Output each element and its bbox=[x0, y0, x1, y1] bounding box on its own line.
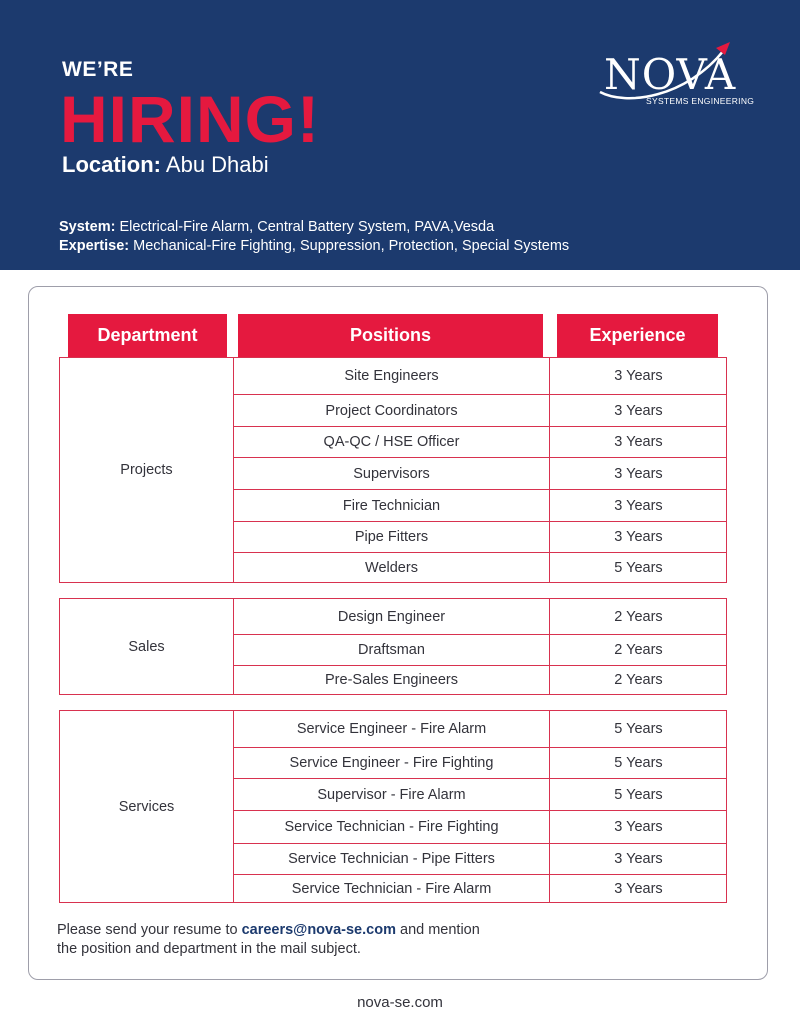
position-cell: Pre-Sales Engineers bbox=[234, 666, 550, 694]
experience-cell: 3 Years bbox=[614, 465, 663, 482]
experience-cell: 3 Years bbox=[614, 819, 663, 835]
table-row bbox=[234, 489, 727, 521]
experience-cell: 5 Years bbox=[614, 721, 663, 737]
experience-cell: 3 Years bbox=[614, 368, 663, 384]
location-line bbox=[62, 152, 269, 178]
position-cell: Design Engineer bbox=[234, 599, 550, 634]
department-cell: Services bbox=[60, 711, 234, 902]
system-label: System: bbox=[59, 219, 116, 235]
experience-cell: 5 Years bbox=[614, 786, 663, 803]
table-row bbox=[234, 599, 727, 634]
experience-cell: 3 Years bbox=[614, 851, 663, 867]
hiring-heading: HIRING! bbox=[60, 82, 320, 156]
expertise-line bbox=[59, 237, 569, 256]
table-row bbox=[234, 394, 727, 426]
position-cell: Draftsman bbox=[234, 635, 550, 665]
system-value: Electrical-Fire Alarm, Central Battery System, PAVA,Vesda bbox=[119, 219, 495, 235]
table-row bbox=[234, 457, 727, 489]
position-cell: Service Technician - Fire Fighting bbox=[234, 811, 550, 843]
table-row bbox=[234, 711, 727, 747]
logo-wordmark: NOVA bbox=[604, 50, 737, 99]
table-row bbox=[234, 552, 727, 582]
location-label: Location: bbox=[62, 152, 161, 177]
table-row bbox=[234, 634, 727, 665]
expertise-label: Expertise: bbox=[59, 238, 130, 254]
were-heading: WE’RE bbox=[62, 58, 134, 81]
system-line bbox=[59, 218, 569, 237]
position-cell: Service Engineer - Fire Alarm bbox=[234, 711, 550, 747]
table-row bbox=[234, 778, 727, 810]
position-cell: Site Engineers bbox=[234, 358, 550, 394]
position-cell: Pipe Fitters bbox=[234, 522, 550, 552]
position-cell: Service Engineer - Fire Fighting bbox=[234, 748, 550, 778]
table-row bbox=[234, 665, 727, 694]
location-value: Abu Dhabi bbox=[165, 152, 269, 177]
experience-cell: 3 Years bbox=[614, 529, 663, 545]
projects-group bbox=[59, 357, 727, 583]
table-row bbox=[234, 843, 727, 874]
nova-logo bbox=[596, 40, 755, 112]
experience-cell: 2 Years bbox=[614, 608, 663, 625]
experience-cell: 2 Years bbox=[614, 642, 663, 658]
position-cell: Supervisor - Fire Alarm bbox=[234, 779, 550, 810]
careers-email-link[interactable]: careers@nova-se.com bbox=[241, 922, 396, 938]
position-cell: Supervisors bbox=[234, 458, 550, 489]
experience-cell: 2 Years bbox=[614, 672, 663, 688]
table-row bbox=[234, 810, 727, 843]
positions-header: Positions bbox=[238, 314, 543, 357]
position-cell: QA-QC / HSE Officer bbox=[234, 427, 550, 457]
services-group bbox=[59, 710, 727, 903]
experience-cell: 3 Years bbox=[614, 880, 663, 897]
position-cell: Project Coordinators bbox=[234, 395, 550, 426]
website-link[interactable]: nova-se.com bbox=[357, 994, 443, 1011]
specs-block bbox=[59, 218, 569, 256]
table-row bbox=[234, 358, 727, 394]
experience-cell: 3 Years bbox=[614, 497, 663, 514]
position-cell: Fire Technician bbox=[234, 490, 550, 521]
table-row bbox=[234, 874, 727, 902]
experience-cell: 3 Years bbox=[614, 434, 663, 450]
note-suffix: and mention bbox=[400, 922, 480, 938]
experience-cell: 5 Years bbox=[614, 559, 663, 576]
table-row bbox=[234, 426, 727, 457]
table-row bbox=[234, 521, 727, 552]
expertise-value: Mechanical-Fire Fighting, Suppression, Protection, Special Systems bbox=[133, 238, 570, 254]
experience-cell: 3 Years bbox=[614, 402, 663, 419]
position-cell: Service Technician - Pipe Fitters bbox=[234, 844, 550, 874]
resume-instructions bbox=[57, 921, 480, 959]
sales-group bbox=[59, 598, 727, 695]
department-cell: Projects bbox=[60, 358, 234, 582]
instructions-line-2: the position and department in the mail subject. bbox=[57, 941, 361, 957]
department-cell: Sales bbox=[60, 599, 234, 694]
logo-tagline: SYSTEMS ENGINEERING bbox=[646, 96, 755, 106]
position-cell: Service Technician - Fire Alarm bbox=[234, 875, 550, 902]
experience-cell: 5 Years bbox=[614, 755, 663, 771]
instructions-line-1 bbox=[57, 921, 480, 940]
department-header: Department bbox=[68, 314, 227, 357]
note-prefix: Please send your resume to bbox=[57, 922, 238, 938]
experience-header: Experience bbox=[557, 314, 718, 357]
table-row bbox=[234, 747, 727, 778]
position-cell: Welders bbox=[234, 553, 550, 582]
